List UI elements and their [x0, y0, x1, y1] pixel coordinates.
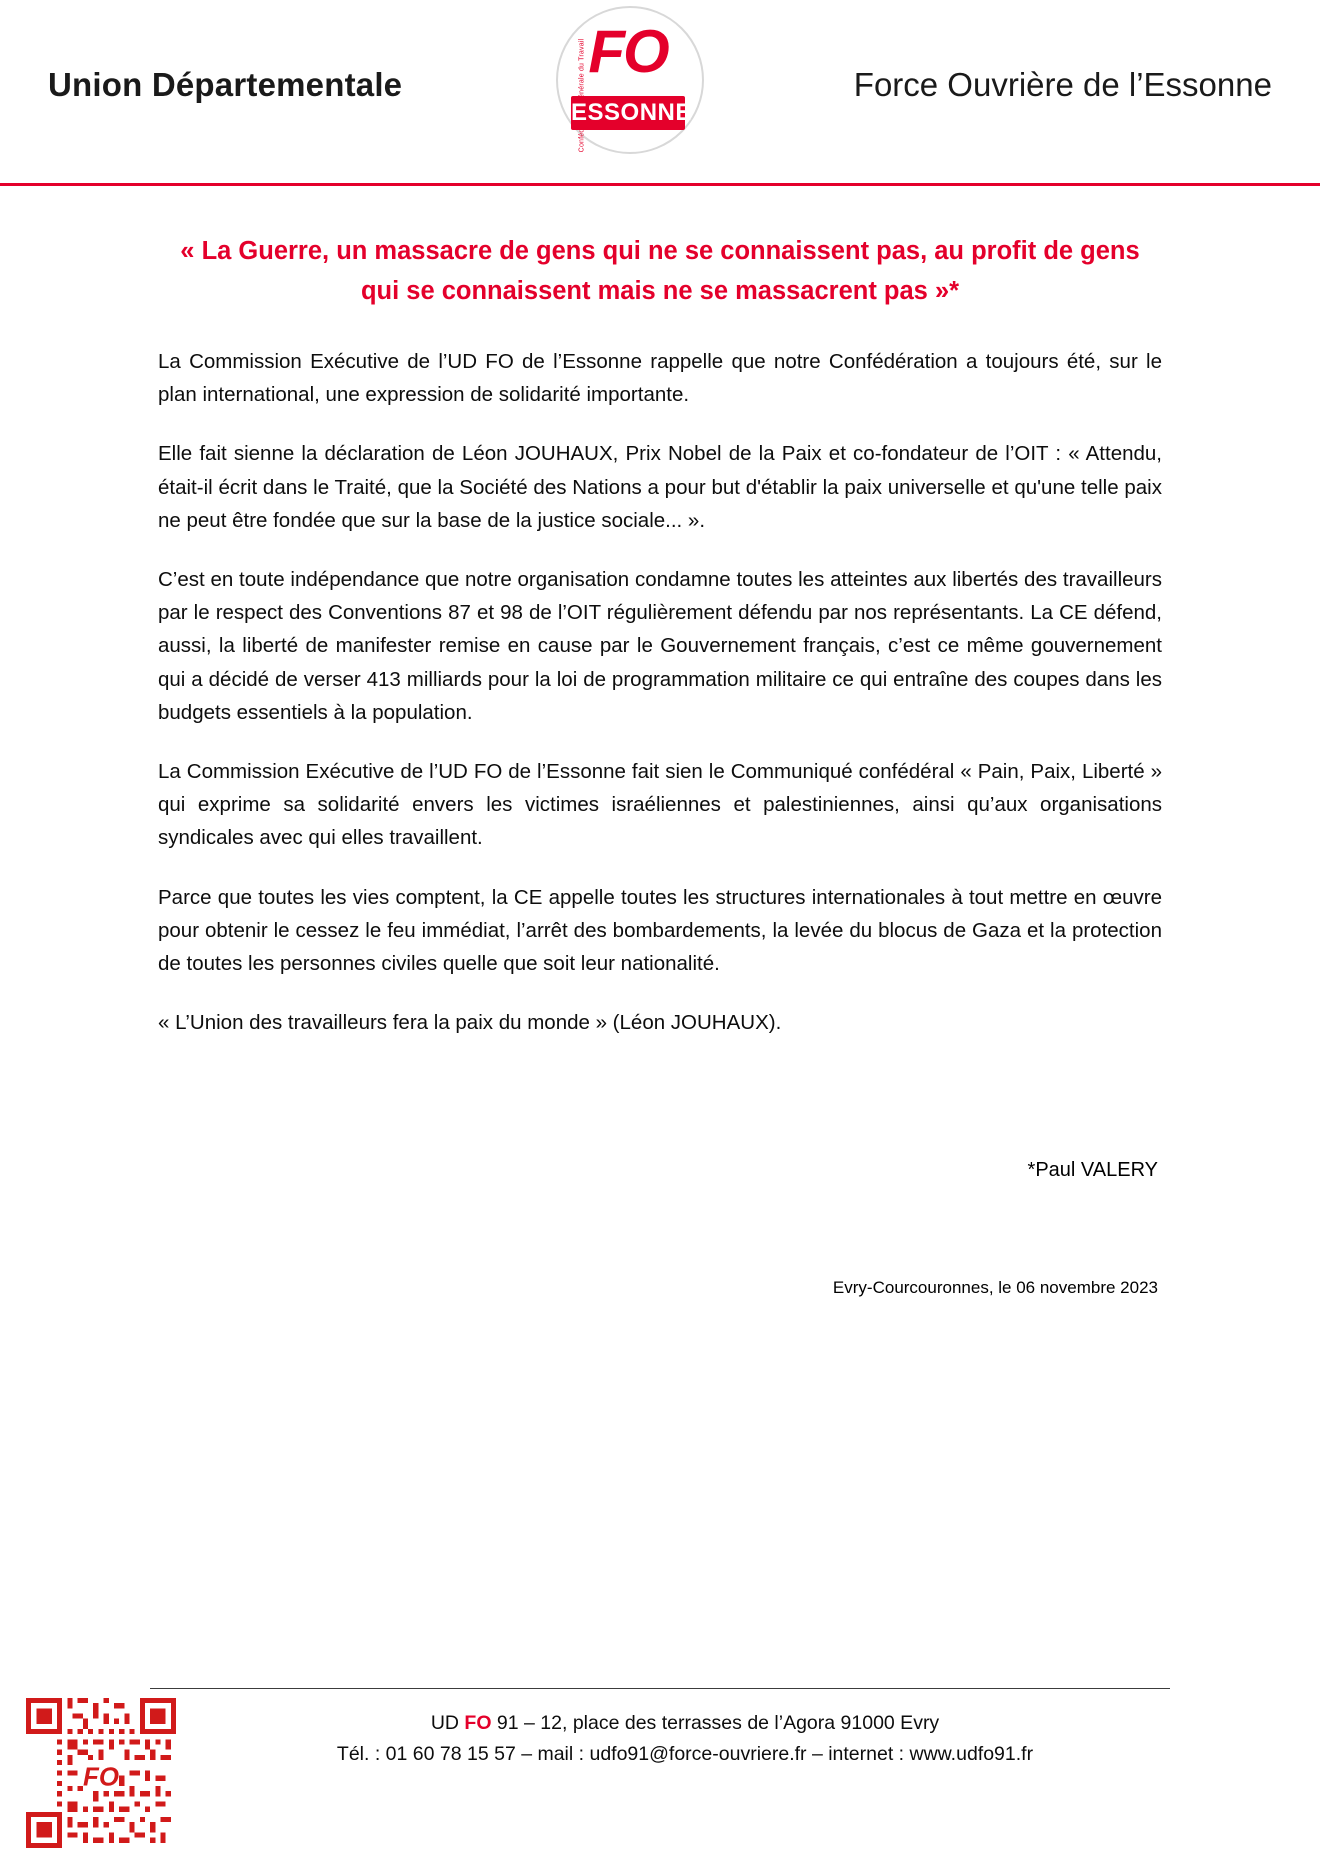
- dateline: Evry-Courcouronnes, le 06 novembre 2023: [832, 1278, 1158, 1298]
- footer-contact-line: Tél. : 01 60 78 15 57 – mail : udfo91@force-ouvriere.fr – internet : www.udfo91.fr: [336, 1743, 1034, 1766]
- footer-fo-mark: FO: [464, 1712, 492, 1734]
- signature-attribution: *Paul VALERY: [1027, 1159, 1158, 1182]
- footer-divider: [150, 1688, 1170, 1689]
- header-divider: [0, 183, 1320, 186]
- fo-essonne-logo: [543, 0, 713, 170]
- paragraph-5: Parce que toutes les vies comptent, la CE appelle toutes les structures internationales à tout mettre en œuvre pour obtenir le cessez le feu immédiat, l’arrêt des bombardements, la levée du blocus de Gaza et la protection de toutes les personnes civiles quelle que soit leur nationalité.: [158, 885, 1162, 976]
- paragraph-2: Elle fait sienne la déclaration de Léon JOUHAUX, Prix Nobel de la Paix et co-fondateur de l’OIT : « Attendu, était-il écrit dans le Traité, que la Société des Nations a pour but d'établir la paix universelle et qu'une telle paix ne peut être fondée que sur la base de la justice sociale... ».: [158, 442, 1162, 532]
- paragraph-1: La Commission Exécutive de l’UD FO de l’Essonne rappelle que notre Confédération a toujours été, sur le plan international, une expression de solidarité importante.: [158, 350, 1162, 407]
- document-body: [0, 232, 1320, 1298]
- logo-fo-text: FO: [588, 18, 668, 85]
- document-title: « La Guerre, un massacre de gens qui ne se connaissent pas, au profit de gens qui se connaissent mais ne se massacrent pas »*: [180, 237, 1140, 305]
- footer-address-pre: UD: [430, 1712, 465, 1734]
- document-footer: [0, 1670, 1320, 1866]
- footer-address-line: [200, 1708, 1170, 1739]
- footer-address-post: 91 – 12, place des terrasses de l’Agora 91000 Evry: [491, 1712, 940, 1734]
- qr-code-icon: [26, 1698, 176, 1848]
- header-left-title: Union Départementale: [48, 66, 403, 103]
- document-header: [0, 0, 1320, 186]
- logo-essonne-band: ESSONNE: [571, 96, 685, 130]
- svg-text:FO: FO: [83, 1763, 119, 1792]
- paragraph-3: C’est en toute indépendance que notre organisation condamne toutes les atteintes aux libertés des travailleurs par le respect des Conventions 87 et 98 de l’OIT régulièrement défendu par nos représentants. La CE défend, aussi, la liberté de manifester remise en cause par le Gouvernement français, c’est ce même gouvernement qui a décidé de verser 413 milliards pour la loi de programmation militaire ce qui entraîne des coupes dans les budgets essentiels à la population.: [158, 568, 1162, 724]
- paragraph-4: La Commission Exécutive de l’UD FO de l’Essonne fait sien le Communiqué confédéral « Pain, Paix, Liberté » qui exprime sa solidarité envers les victimes israéliennes et palestiniennes, ainsi qu’aux organisations syndicales avec qui elles travaillent.: [158, 760, 1162, 850]
- footer-contact-info: [200, 1708, 1170, 1770]
- paragraph-6: « L’Union des travailleurs fera la paix du monde » (Léon JOUHAUX).: [158, 1011, 782, 1035]
- header-right-title: Force Ouvrière de l’Essonne: [853, 66, 1272, 103]
